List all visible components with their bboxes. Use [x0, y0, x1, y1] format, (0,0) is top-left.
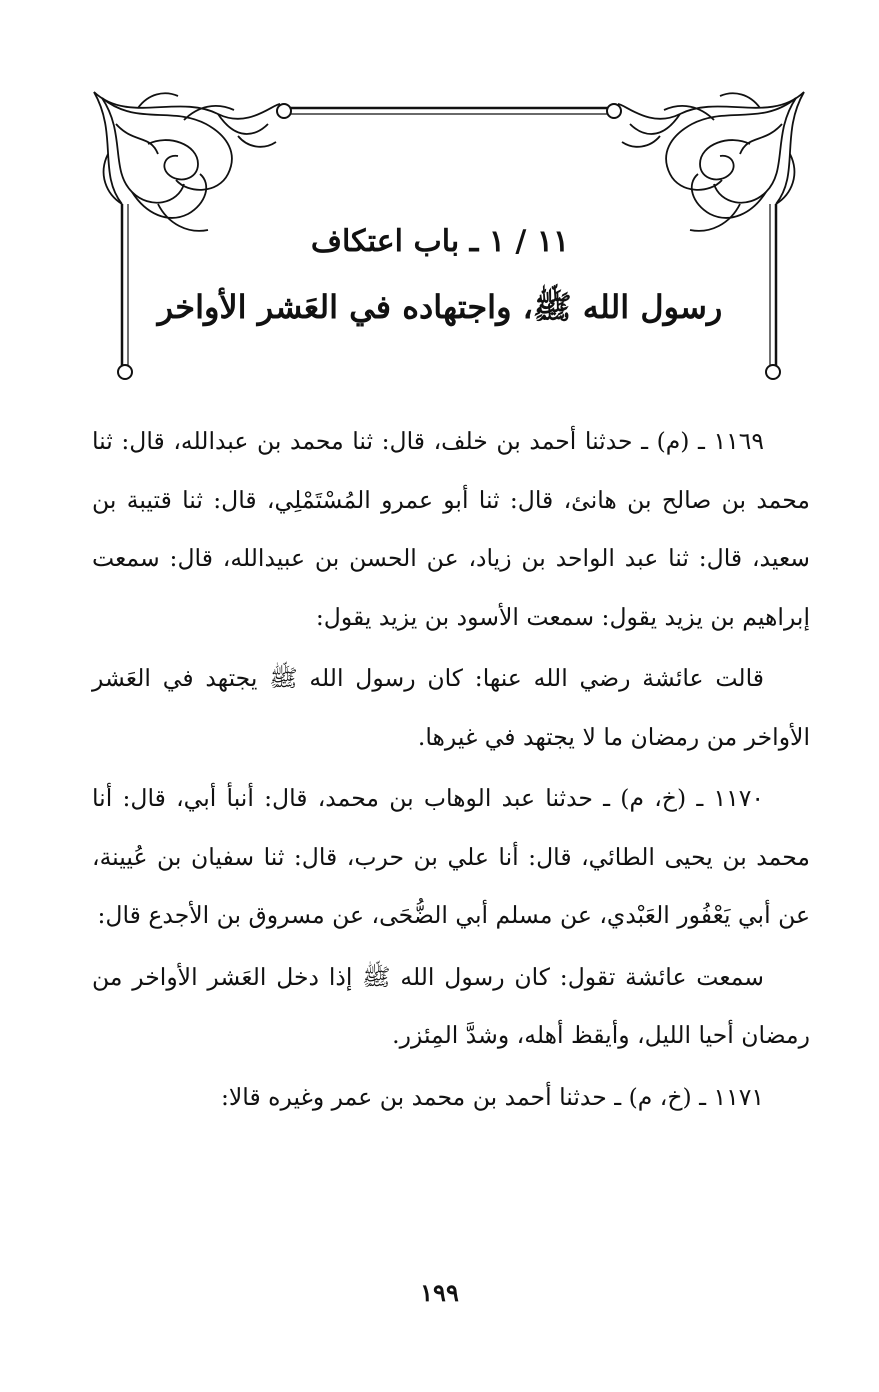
hadith-1169-matn: قالت عائشة رضي الله عنها: كان رسول الله ﷺ يجتهد في العَشر الأواخر من رمضان ما لا يجتهد في غيرها.	[92, 664, 810, 751]
chapter-heading-title: رسول الله ﷺ، واجتهاده في العَشر الأواخر	[157, 288, 723, 326]
hadith-1170-isnad: ١١٧٠ ـ (خ، م) ـ حدثنا عبد الوهاب بن محمد، قال: أنبأ أبي، قال: أنا محمد بن يحيى الطائي، قال: أنا علي بن حرب، قال: ثنا سفيان بن عُيينة، عن أبي يَعْفُور العَبْدي، عن مسلم أبي الضُّحَى، عن مسروق بن الأجدع قال:	[92, 784, 810, 929]
hadith-1169-isnad: ١١٦٩ ـ (م) ـ حدثنا أحمد بن خلف، قال: ثنا محمد بن عبدالله، قال: ثنا محمد بن صالح بن هانئ، قال: ثنا أبو عمرو المُسْتَمْلِي، قال: ثنا قتيبة بن سعيد، قال: ثنا عبد الواحد بن زياد، عن الحسن بن عبيدالله، قال: سمعت إبراهيم بن يزيد يقول: سمعت الأسود بن يزيد يقول:	[92, 427, 810, 631]
page-body	[92, 412, 810, 1129]
chapter-heading-number: ١١ / ١ ـ باب اعتكاف	[310, 224, 570, 259]
hadith-1170-matn: سمعت عائشة تقول: كان رسول الله ﷺ إذا دخل العَشر الأواخر من رمضان أحيا الليل، وأيقظ أهله، وشدَّ المِئزر.	[92, 962, 810, 1049]
page-number: ١٩٩	[420, 1278, 459, 1307]
hadith-1171-isnad: ١١٧١ ـ (خ، م) ـ حدثنا أحمد بن محمد بن عمر وغيره قالا:	[220, 1082, 764, 1111]
